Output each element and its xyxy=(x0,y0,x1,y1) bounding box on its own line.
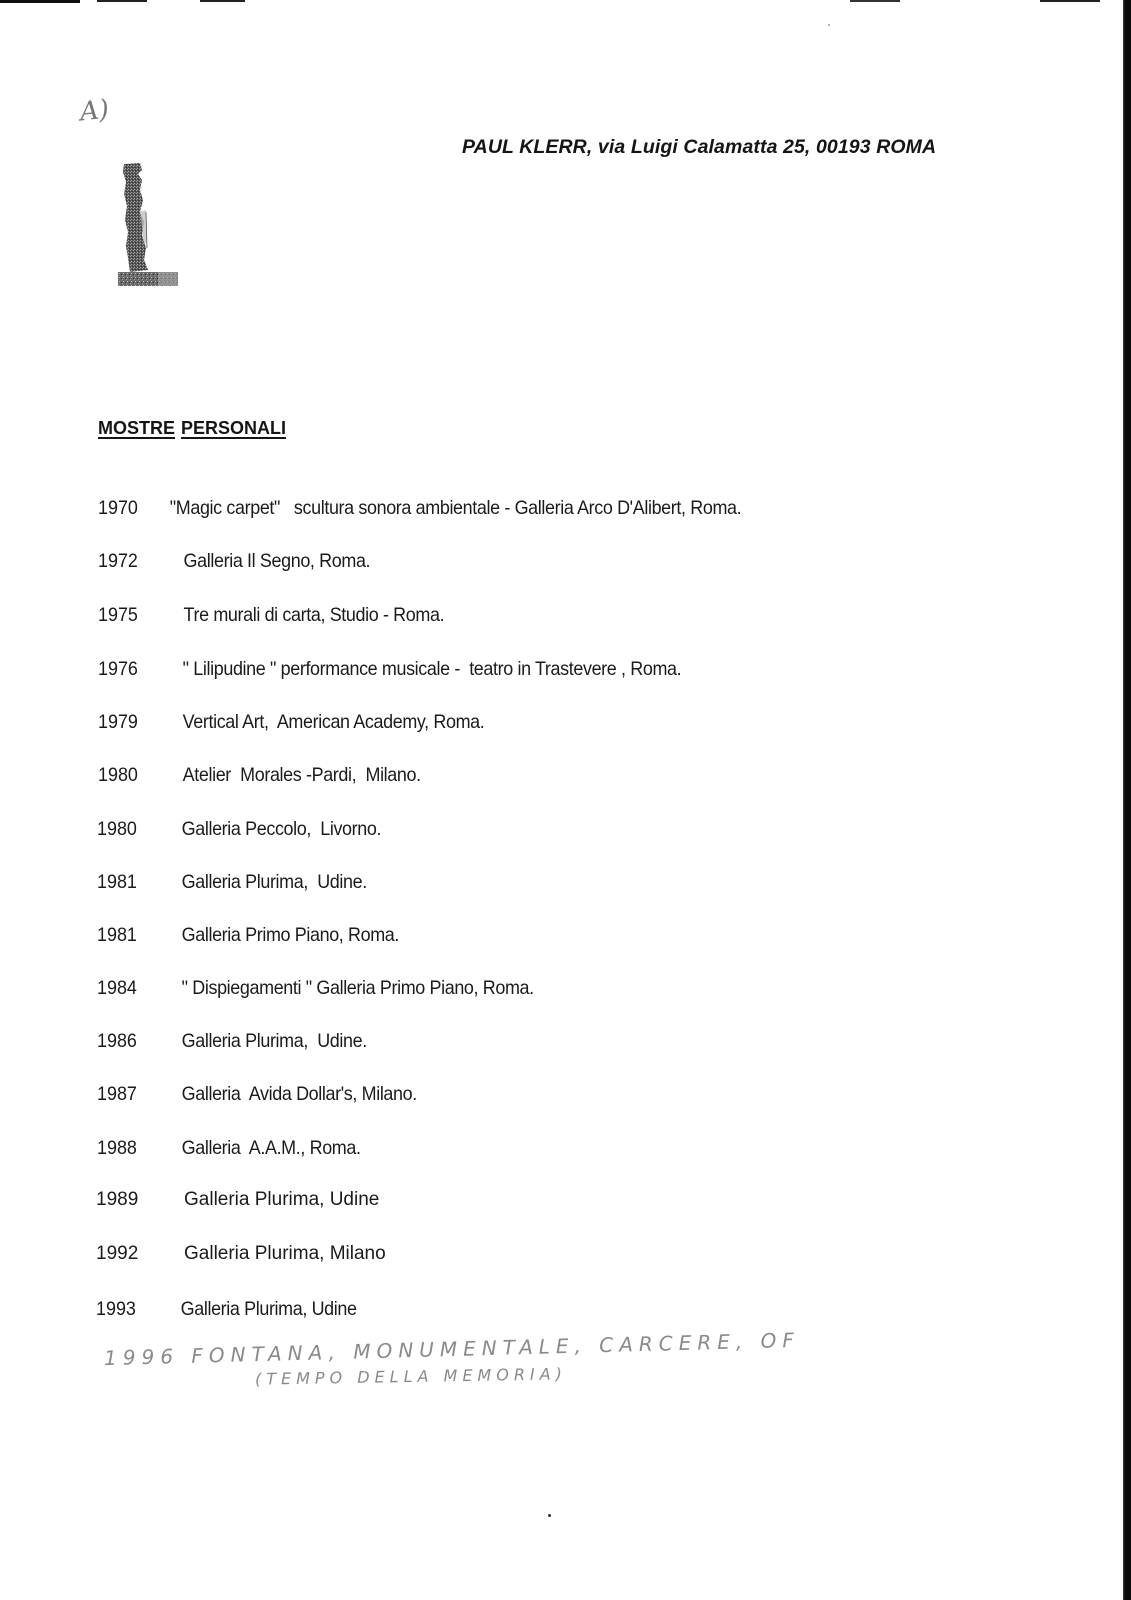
scan-dust xyxy=(828,24,830,26)
scan-dust xyxy=(548,1514,551,1517)
exhibition-description: Vertical Art, American Academy, Roma. xyxy=(182,711,485,733)
exhibition-year: 1975 xyxy=(98,604,138,626)
exhibition-year: 1981 xyxy=(97,871,137,893)
exhibition-description: Galleria Plurima, Udine. xyxy=(181,1030,367,1052)
exhibition-description: Galleria Plurima, Udine xyxy=(180,1298,357,1320)
exhibition-description: Tre murali di carta, Studio - Roma. xyxy=(183,604,445,626)
sculpture-image xyxy=(118,160,180,290)
handwritten-note-line-1: 1996 FONTANA, MONUMENTALE, CARCERE, OF xyxy=(103,1327,801,1371)
handwritten-note-line-2: (TEMPO DELLA MEMORIA) xyxy=(254,1364,568,1389)
exhibition-description: " Lilipudine " performance musicale - teatro in Trastevere , Roma. xyxy=(182,658,682,680)
exhibition-description: Galleria Plurima, Udine. xyxy=(181,871,367,893)
letterhead-address: PAUL KLERR, via Luigi Calamatta 25, 00193 ROMA xyxy=(462,136,937,158)
scan-edge-artifact xyxy=(850,0,900,2)
exhibition-description: " Dispiegamenti " Galleria Primo Piano, Roma. xyxy=(181,977,534,999)
scan-edge-artifact xyxy=(0,0,80,3)
exhibition-description: Galleria Il Segno, Roma. xyxy=(183,550,371,572)
exhibition-description: Galleria Plurima, Udine xyxy=(184,1189,380,1210)
exhibition-description: Galleria A.A.M., Roma. xyxy=(181,1137,361,1159)
exhibition-year: 1981 xyxy=(97,924,137,946)
exhibition-year: 1992 xyxy=(96,1243,139,1264)
section-heading xyxy=(98,418,286,439)
exhibition-year: 1980 xyxy=(97,818,137,840)
exhibition-year: 1987 xyxy=(97,1083,137,1105)
scan-edge-artifact xyxy=(200,0,245,2)
scan-edge-artifact xyxy=(1040,0,1100,2)
section-heading-word-1: MOSTRE xyxy=(98,418,176,438)
exhibition-year: 1989 xyxy=(96,1189,139,1210)
section-heading-word-2: PERSONALI xyxy=(181,418,287,438)
exhibition-year: 1972 xyxy=(98,550,138,572)
exhibition-description: Galleria Plurima, Milano xyxy=(184,1243,386,1264)
scan-edge-artifact xyxy=(97,0,147,2)
exhibition-description: Galleria Primo Piano, Roma. xyxy=(181,924,400,946)
exhibition-year: 1980 xyxy=(98,764,138,786)
exhibition-year: 1976 xyxy=(98,658,138,680)
exhibition-year: 1988 xyxy=(97,1137,137,1159)
scan-right-border xyxy=(1123,0,1131,1600)
exhibition-year: 1970 xyxy=(98,497,138,519)
exhibition-year: 1979 xyxy=(98,711,138,733)
exhibition-year: 1993 xyxy=(96,1298,136,1320)
exhibition-year: 1984 xyxy=(97,977,137,999)
exhibition-description: "Magic carpet" scultura sonora ambientale - Galleria Arco D'Alibert, Roma. xyxy=(169,497,742,519)
handwritten-mark: A) xyxy=(78,94,111,128)
exhibition-year: 1986 xyxy=(97,1030,137,1052)
exhibition-description: Galleria Avida Dollar's, Milano. xyxy=(181,1083,417,1105)
exhibition-description: Atelier Morales -Pardi, Milano. xyxy=(182,764,421,786)
exhibition-description: Galleria Peccolo, Livorno. xyxy=(181,818,382,840)
